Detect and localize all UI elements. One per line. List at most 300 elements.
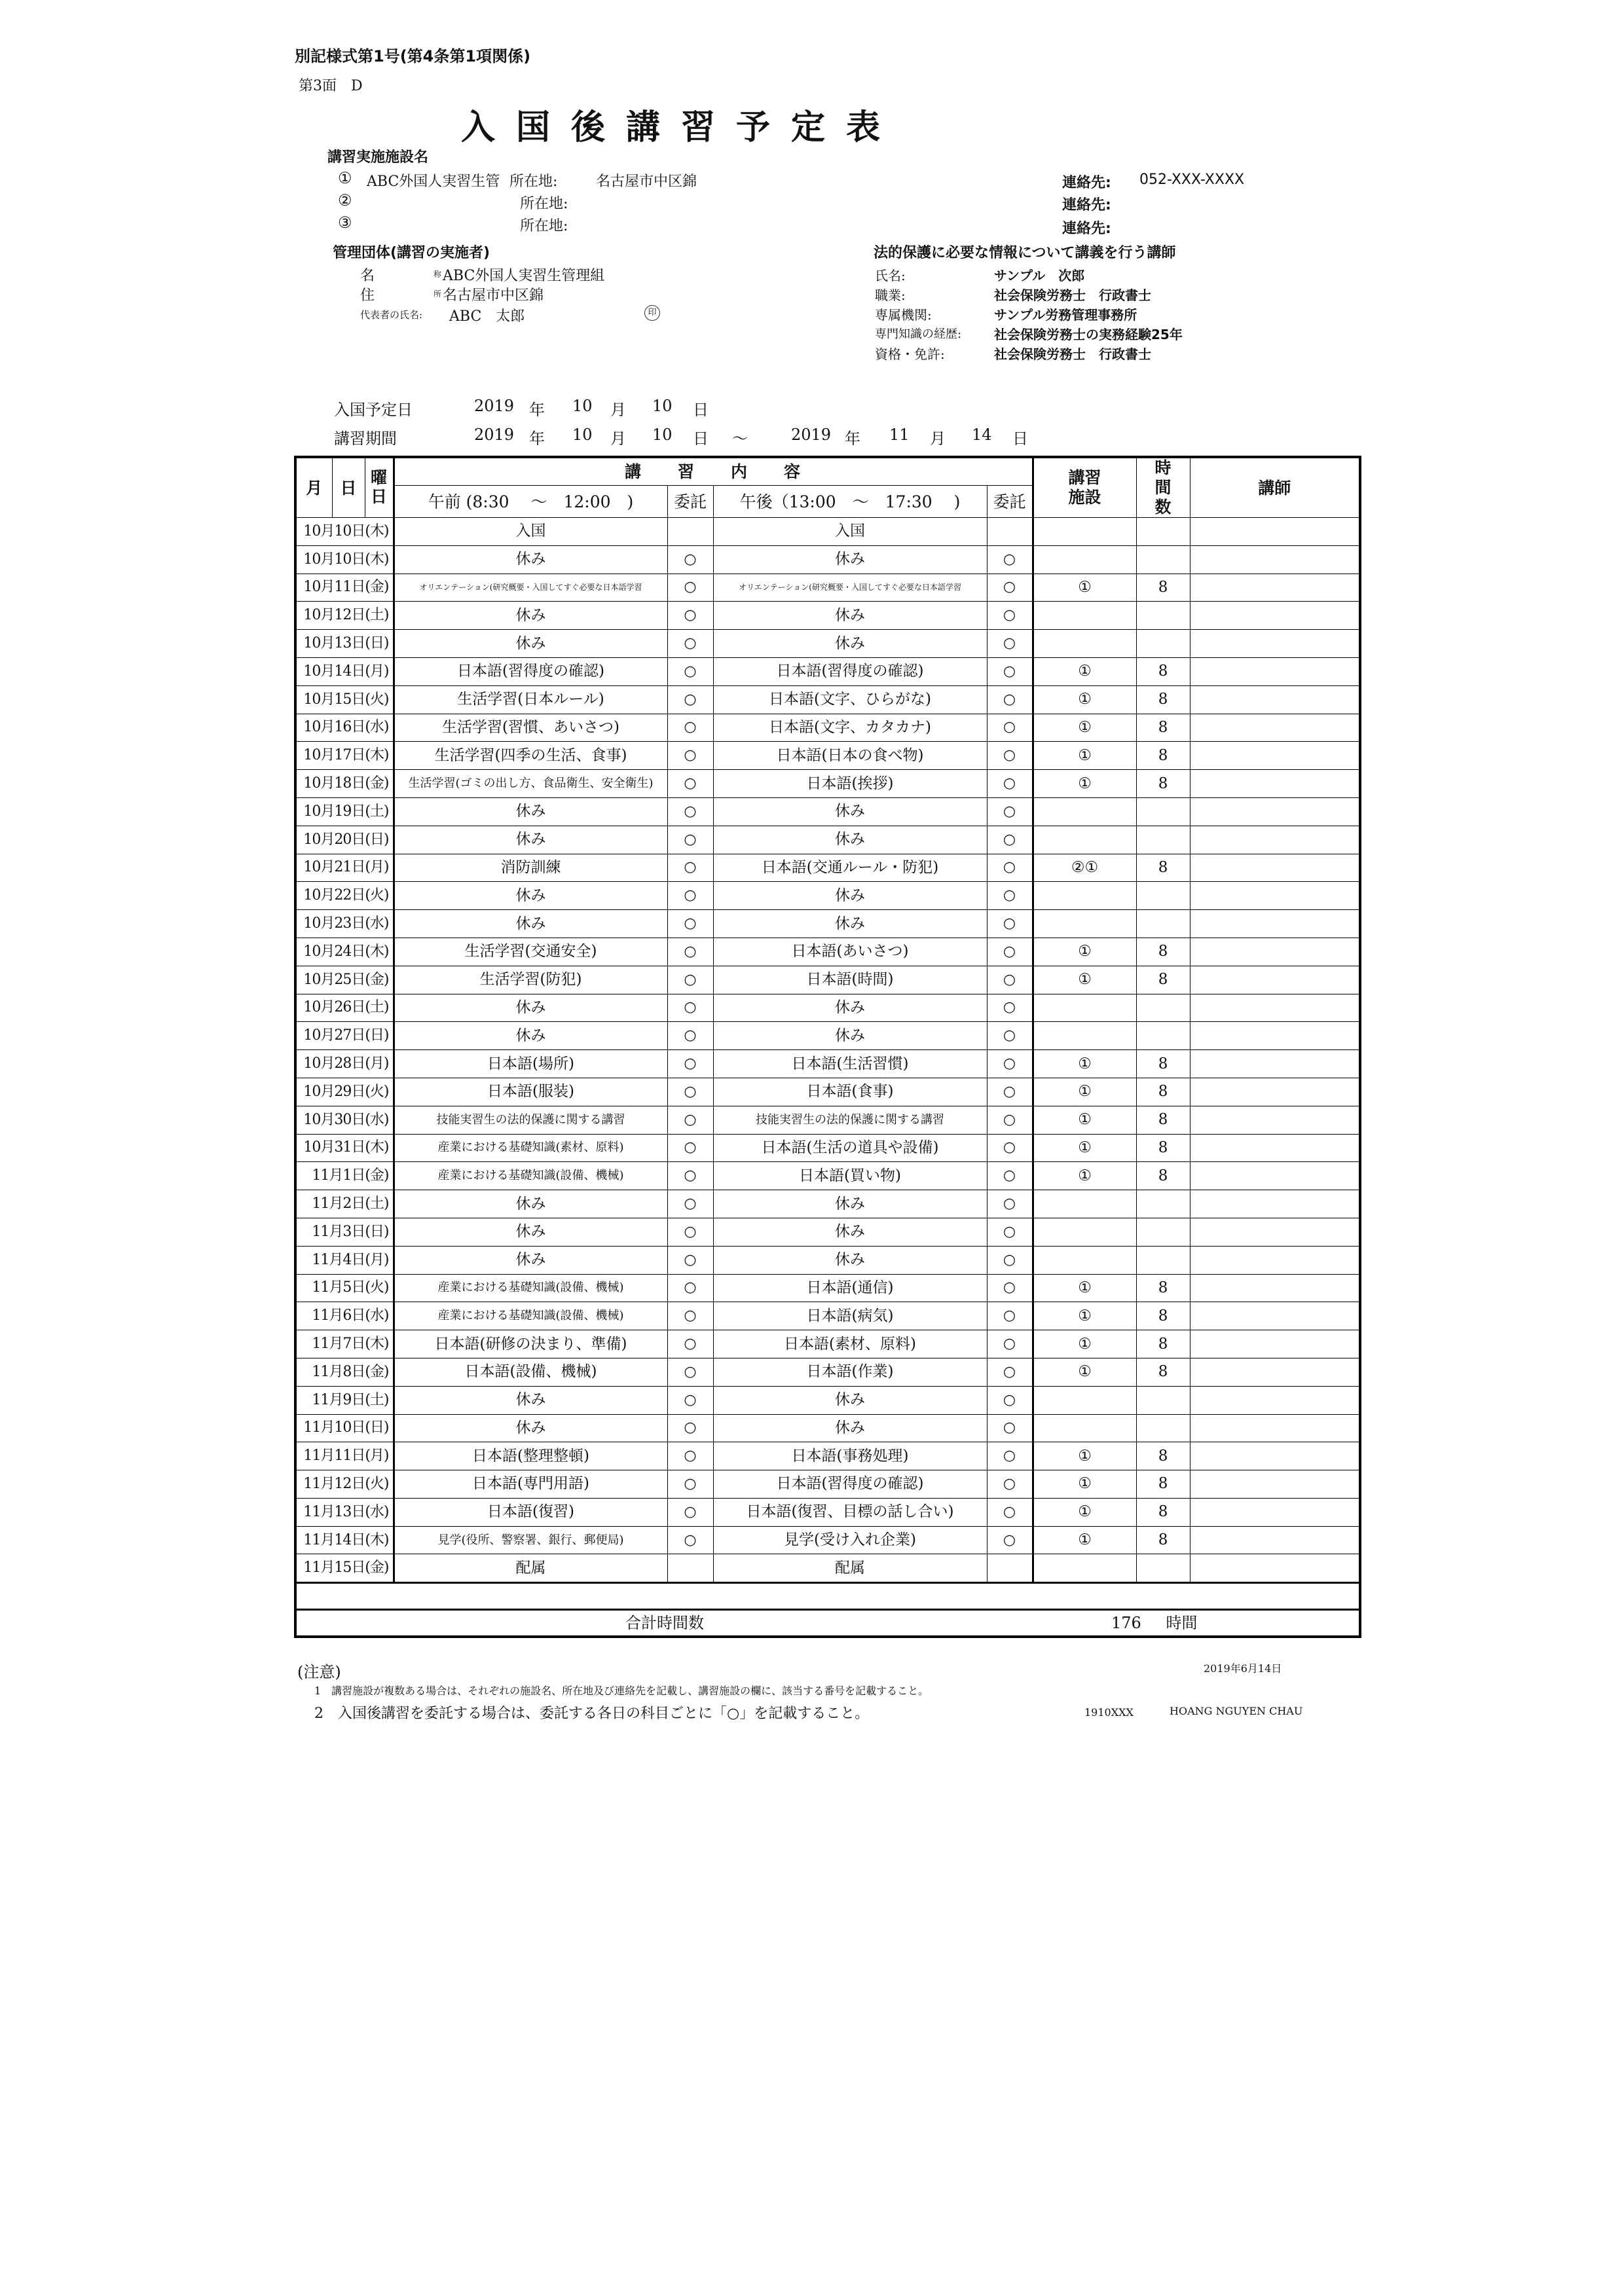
column-header-content: 講 習 内 容 — [394, 457, 1033, 486]
commission-pm-cell: ○ — [987, 910, 1033, 938]
facility-cell — [1033, 1554, 1136, 1583]
commission-pm-cell — [987, 1554, 1033, 1583]
date-cell: 10月16日(水) — [295, 714, 394, 742]
management-name-label: 名 — [360, 268, 375, 284]
applicant-name: HOANG NGUYEN CHAU — [1170, 1705, 1303, 1717]
commission-am-cell: ○ — [667, 1358, 713, 1386]
facility-cell: ① — [1033, 714, 1136, 742]
commission-am-cell: ○ — [667, 630, 713, 658]
afternoon-subject-cell: 休み — [713, 826, 987, 854]
commission-pm-cell: ○ — [987, 685, 1033, 714]
commission-pm-cell: ○ — [987, 770, 1033, 798]
commission-am-cell: ○ — [667, 1218, 713, 1246]
date-cell: 11月5日(火) — [295, 1274, 394, 1302]
date-cell: 11月2日(土) — [295, 1190, 394, 1218]
table-row — [295, 1078, 1360, 1106]
commission-pm-cell: ○ — [987, 1330, 1033, 1358]
table-row — [295, 1274, 1360, 1302]
column-header-day: 日 — [332, 457, 365, 518]
date-cell: 11月12日(火) — [295, 1470, 394, 1499]
afternoon-subject-cell: 日本語(素材、原料) — [713, 1330, 987, 1358]
table-row — [295, 1302, 1360, 1330]
date-cell: 11月1日(金) — [295, 1162, 394, 1190]
total-hours-value: 176 — [1111, 1614, 1141, 1633]
hours-cell — [1136, 1218, 1190, 1246]
morning-subject-cell: 日本語(整理整頓) — [394, 1442, 667, 1470]
table-row — [295, 714, 1360, 742]
instructor-occupation: 社会保険労務士 行政書士 — [994, 287, 1151, 303]
table-row — [295, 685, 1360, 714]
afternoon-subject-cell: 休み — [713, 1022, 987, 1050]
commission-pm-cell: ○ — [987, 826, 1033, 854]
commission-pm-cell: ○ — [987, 1190, 1033, 1218]
commission-am-cell: ○ — [667, 1106, 713, 1134]
commission-am-cell: ○ — [667, 1022, 713, 1050]
afternoon-subject-cell: 休み — [713, 1218, 987, 1246]
commission-pm-cell: ○ — [987, 657, 1033, 685]
table-row — [295, 742, 1360, 770]
afternoon-subject-cell: 休み — [713, 630, 987, 658]
commission-pm-cell: ○ — [987, 966, 1033, 994]
hours-cell: 8 — [1136, 1526, 1190, 1554]
management-name-label-small: 称 — [434, 270, 442, 279]
table-row — [295, 602, 1360, 630]
period-from-month-unit: 月 — [610, 429, 626, 448]
morning-subject-cell: 産業における基礎知識(設備、機械) — [394, 1274, 667, 1302]
hours-cell — [1136, 910, 1190, 938]
table-row — [295, 545, 1360, 574]
date-cell: 10月23日(水) — [295, 910, 394, 938]
morning-subject-cell: 休み — [394, 882, 667, 910]
table-row — [295, 1386, 1360, 1414]
morning-subject-cell: 日本語(設備、機械) — [394, 1358, 667, 1386]
commission-am-cell: ○ — [667, 1470, 713, 1499]
date-cell: 10月15日(火) — [295, 685, 394, 714]
hours-cell: 8 — [1136, 1302, 1190, 1330]
period-to-day-unit: 日 — [1012, 429, 1028, 448]
table-row — [295, 1190, 1360, 1218]
date-cell: 10月26日(土) — [295, 994, 394, 1022]
table-total-row — [295, 1610, 1360, 1637]
column-header-facility: 講習施設 — [1033, 457, 1136, 518]
table-row — [295, 854, 1360, 882]
date-cell: 10月22日(火) — [295, 882, 394, 910]
afternoon-subject-cell: 日本語(文字、ひらがな) — [713, 685, 987, 714]
hours-cell — [1136, 1190, 1190, 1218]
date-cell: 11月9日(土) — [295, 1386, 394, 1414]
morning-subject-cell: 休み — [394, 1022, 667, 1050]
facility-cell — [1033, 994, 1136, 1022]
commission-pm-cell: ○ — [987, 1134, 1033, 1162]
commission-pm-cell: ○ — [987, 797, 1033, 826]
table-row — [295, 657, 1360, 685]
morning-subject-cell: 日本語(習得度の確認) — [394, 657, 667, 685]
table-row — [295, 1526, 1360, 1554]
facility-cell: ① — [1033, 657, 1136, 685]
commission-pm-cell: ○ — [987, 602, 1033, 630]
facility-cell: ① — [1033, 1106, 1136, 1134]
commission-am-cell: ○ — [667, 1498, 713, 1526]
date-cell: 11月3日(日) — [295, 1218, 394, 1246]
facility-cell: ① — [1033, 1274, 1136, 1302]
facility-cell: ① — [1033, 1162, 1136, 1190]
hours-cell: 8 — [1136, 1470, 1190, 1499]
hours-cell — [1136, 797, 1190, 826]
morning-subject-cell: 技能実習生の法的保護に関する講習 — [394, 1106, 667, 1134]
instructor-cell — [1190, 630, 1360, 658]
hours-cell: 8 — [1136, 1106, 1190, 1134]
facility-cell: ① — [1033, 938, 1136, 966]
facility-cell — [1033, 630, 1136, 658]
instructor-qualification-label: 資格・免許: — [875, 346, 945, 362]
entry-date-month: 10 — [572, 397, 593, 415]
period-from-day: 10 — [652, 426, 673, 444]
commission-am-cell: ○ — [667, 657, 713, 685]
period-to-month-unit: 月 — [930, 429, 946, 448]
commission-pm-cell: ○ — [987, 545, 1033, 574]
management-name: ABC外国人実習生管理組 — [443, 268, 605, 284]
afternoon-subject-cell: 日本語(時間) — [713, 966, 987, 994]
commission-am-cell: ○ — [667, 1302, 713, 1330]
commission-am-cell — [667, 518, 713, 546]
table-row — [295, 910, 1360, 938]
hours-cell — [1136, 882, 1190, 910]
date-cell: 10月21日(月) — [295, 854, 394, 882]
hours-cell: 8 — [1136, 714, 1190, 742]
instructor-cell — [1190, 545, 1360, 574]
date-cell: 10月20日(日) — [295, 826, 394, 854]
commission-am-cell: ○ — [667, 910, 713, 938]
facility-1-name: ABC外国人実習生管 — [367, 173, 500, 190]
facility-1-contact: 052-XXX-XXXX — [1139, 172, 1245, 188]
note-2: 2 入国後講習を委託する場合は、委託する各日の科目ごとに「○」を記載すること。 — [314, 1705, 870, 1722]
morning-subject-cell: 生活学習(習慣、あいさつ) — [394, 714, 667, 742]
table-row — [295, 938, 1360, 966]
hours-cell: 8 — [1136, 1442, 1190, 1470]
morning-subject-cell: 生活学習(防犯) — [394, 966, 667, 994]
commission-pm-cell: ○ — [987, 882, 1033, 910]
hours-cell — [1136, 994, 1190, 1022]
management-address: 名古屋市中区錦 — [443, 287, 544, 304]
instructor-cell — [1190, 1106, 1360, 1134]
column-header-weekday: 曜日 — [365, 457, 394, 518]
hours-cell — [1136, 518, 1190, 546]
hours-cell — [1136, 1554, 1190, 1583]
table-row — [295, 770, 1360, 798]
facility-cell — [1033, 826, 1136, 854]
afternoon-subject-cell: 日本語(復習、目標の話し合い) — [713, 1498, 987, 1526]
instructor-cell — [1190, 1414, 1360, 1442]
total-hours-label: 合計時間数 — [295, 1610, 1033, 1637]
afternoon-subject-cell: 日本語(日本の食べ物) — [713, 742, 987, 770]
facility-cell: ① — [1033, 1498, 1136, 1526]
facility-cell: ① — [1033, 1078, 1136, 1106]
hours-cell: 8 — [1136, 574, 1190, 602]
instructor-affiliation: サンプル労務管理事務所 — [994, 307, 1137, 323]
instructor-cell — [1190, 1022, 1360, 1050]
facility-cell — [1033, 882, 1136, 910]
hours-cell — [1136, 1246, 1190, 1274]
afternoon-subject-cell: 日本語(事務処理) — [713, 1442, 987, 1470]
date-cell: 10月24日(木) — [295, 938, 394, 966]
commission-am-cell: ○ — [667, 574, 713, 602]
commission-am-cell: ○ — [667, 826, 713, 854]
column-header-morning: 午前 (8:30 ～ 12:00 ) — [394, 486, 667, 518]
commission-am-cell: ○ — [667, 1414, 713, 1442]
commission-pm-cell: ○ — [987, 1498, 1033, 1526]
commission-pm-cell: ○ — [987, 854, 1033, 882]
afternoon-subject-cell: 日本語(あいさつ) — [713, 938, 987, 966]
commission-am-cell: ○ — [667, 966, 713, 994]
commission-am-cell: ○ — [667, 1330, 713, 1358]
facility-1-number: ① — [338, 169, 352, 187]
commission-pm-cell: ○ — [987, 938, 1033, 966]
commission-am-cell: ○ — [667, 1190, 713, 1218]
morning-subject-cell: 見学(役所、警察署、銀行、郵便局) — [394, 1526, 667, 1554]
table-row — [295, 826, 1360, 854]
instructor-cell — [1190, 854, 1360, 882]
instructor-cell — [1190, 1218, 1360, 1246]
morning-subject-cell: 産業における基礎知識(素材、原料) — [394, 1134, 667, 1162]
table-row — [295, 1498, 1360, 1526]
commission-am-cell: ○ — [667, 770, 713, 798]
hours-cell: 8 — [1136, 1498, 1190, 1526]
facility-cell: ① — [1033, 1470, 1136, 1499]
instructor-cell — [1190, 1526, 1360, 1554]
hours-cell: 8 — [1136, 1078, 1190, 1106]
morning-subject-cell: 休み — [394, 1218, 667, 1246]
document-code: 1910XXX — [1084, 1706, 1134, 1719]
instructor-cell — [1190, 994, 1360, 1022]
afternoon-subject-cell: 休み — [713, 1414, 987, 1442]
instructor-name: サンプル 次郎 — [994, 268, 1085, 283]
notes-heading: (注意) — [297, 1663, 341, 1681]
entry-date-month-unit: 月 — [610, 401, 626, 419]
hours-cell: 8 — [1136, 742, 1190, 770]
commission-pm-cell: ○ — [987, 1386, 1033, 1414]
table-row — [295, 1246, 1360, 1274]
commission-pm-cell: ○ — [987, 1358, 1033, 1386]
date-cell: 11月14日(木) — [295, 1526, 394, 1554]
column-header-commission-pm: 委託 — [987, 486, 1033, 518]
date-cell: 10月10日(木) — [295, 545, 394, 574]
facility-cell: ① — [1033, 966, 1136, 994]
commission-pm-cell — [987, 518, 1033, 546]
morning-subject-cell: 日本語(研修の決まり、準備) — [394, 1330, 667, 1358]
table-row — [295, 574, 1360, 602]
commission-am-cell: ○ — [667, 714, 713, 742]
commission-pm-cell: ○ — [987, 630, 1033, 658]
entry-date-year-unit: 年 — [529, 401, 545, 419]
date-cell: 10月11日(金) — [295, 574, 394, 602]
representative-name: ABC 太郎 — [449, 308, 525, 325]
entry-date-day: 10 — [652, 397, 673, 415]
entry-date-label: 入国予定日 — [334, 401, 413, 419]
instructor-cell — [1190, 1330, 1360, 1358]
hours-cell — [1136, 1414, 1190, 1442]
entry-date-day-unit: 日 — [693, 401, 709, 419]
afternoon-subject-cell: 日本語(食事) — [713, 1078, 987, 1106]
page-reference: 第3面 D — [299, 78, 363, 94]
hours-cell: 8 — [1136, 1358, 1190, 1386]
note-1: 1 講習施設が複数ある場合は、それぞれの施設名、所在地及び連絡先を記載し、講習施設の欄に、該当する番号を記載すること。 — [314, 1685, 929, 1697]
facility-cell: ① — [1033, 574, 1136, 602]
instructor-cell — [1190, 882, 1360, 910]
commission-pm-cell: ○ — [987, 1302, 1033, 1330]
facility-1-address-label: 所在地: — [509, 173, 558, 190]
instructor-cell — [1190, 770, 1360, 798]
facility-cell: ① — [1033, 1330, 1136, 1358]
facility-cell: ① — [1033, 1526, 1136, 1554]
afternoon-subject-cell: 休み — [713, 910, 987, 938]
date-cell: 11月8日(金) — [295, 1358, 394, 1386]
hours-cell: 8 — [1136, 854, 1190, 882]
management-address-label: 住 — [360, 287, 375, 304]
facility-cell: ① — [1033, 1442, 1136, 1470]
commission-am-cell: ○ — [667, 1134, 713, 1162]
facility-cell: ① — [1033, 1134, 1136, 1162]
commission-am-cell: ○ — [667, 797, 713, 826]
period-to-day: 14 — [972, 426, 992, 444]
hours-cell: 8 — [1136, 1330, 1190, 1358]
instructor-cell — [1190, 1078, 1360, 1106]
morning-subject-cell: 休み — [394, 994, 667, 1022]
hours-cell: 8 — [1136, 770, 1190, 798]
hours-cell: 8 — [1136, 938, 1190, 966]
seal-mark: 印 — [644, 305, 660, 321]
morning-subject-cell: 配属 — [394, 1554, 667, 1583]
table-row — [295, 1442, 1360, 1470]
instructor-cell — [1190, 938, 1360, 966]
hours-cell: 8 — [1136, 657, 1190, 685]
period-from-month: 10 — [572, 426, 593, 444]
commission-pm-cell: ○ — [987, 1246, 1033, 1274]
afternoon-subject-cell: 日本語(病気) — [713, 1302, 987, 1330]
afternoon-subject-cell: 日本語(習得度の確認) — [713, 1470, 987, 1499]
afternoon-subject-cell: 日本語(生活の道具や設備) — [713, 1134, 987, 1162]
instructor-cell — [1190, 742, 1360, 770]
facility-cell — [1033, 1246, 1136, 1274]
afternoon-subject-cell: 技能実習生の法的保護に関する講習 — [713, 1106, 987, 1134]
facility-3-number: ③ — [338, 213, 352, 232]
facility-cell — [1033, 518, 1136, 546]
afternoon-subject-cell: 休み — [713, 882, 987, 910]
date-cell: 11月10日(日) — [295, 1414, 394, 1442]
instructor-qualification: 社会保険労務士 行政書士 — [994, 346, 1151, 362]
commission-am-cell: ○ — [667, 1050, 713, 1078]
date-cell: 10月27日(日) — [295, 1022, 394, 1050]
date-cell: 11月7日(木) — [295, 1330, 394, 1358]
period-to-year-unit: 年 — [845, 429, 860, 448]
date-cell: 10月13日(日) — [295, 630, 394, 658]
instructor-cell — [1190, 826, 1360, 854]
afternoon-subject-cell: 日本語(買い物) — [713, 1162, 987, 1190]
commission-am-cell: ○ — [667, 1386, 713, 1414]
facility-cell: ① — [1033, 1302, 1136, 1330]
commission-am-cell: ○ — [667, 742, 713, 770]
commission-pm-cell: ○ — [987, 742, 1033, 770]
commission-pm-cell: ○ — [987, 1106, 1033, 1134]
commission-am-cell: ○ — [667, 602, 713, 630]
afternoon-subject-cell: 見学(受け入れ企業) — [713, 1526, 987, 1554]
morning-subject-cell: 消防訓練 — [394, 854, 667, 882]
afternoon-subject-cell: 日本語(習得度の確認) — [713, 657, 987, 685]
afternoon-subject-cell: 日本語(生活習慣) — [713, 1050, 987, 1078]
column-header-afternoon: 午後（13:00 ～ 17:30 ) — [713, 486, 987, 518]
facility-cell — [1033, 1386, 1136, 1414]
facility-cell — [1033, 1022, 1136, 1050]
facility-cell — [1033, 602, 1136, 630]
instructor-cell — [1190, 518, 1360, 546]
afternoon-subject-cell: 日本語(通信) — [713, 1274, 987, 1302]
morning-subject-cell: 休み — [394, 545, 667, 574]
date-cell: 11月11日(月) — [295, 1442, 394, 1470]
facilities-heading: 講習実施施設名 — [327, 149, 429, 166]
commission-am-cell: ○ — [667, 685, 713, 714]
morning-subject-cell: 休み — [394, 1246, 667, 1274]
table-row — [295, 797, 1360, 826]
table-row — [295, 1106, 1360, 1134]
hours-cell — [1136, 1022, 1190, 1050]
date-cell: 10月17日(木) — [295, 742, 394, 770]
column-header-hours: 時間数 — [1136, 457, 1190, 518]
afternoon-subject-cell: 休み — [713, 994, 987, 1022]
period-tilde: ～ — [732, 429, 748, 448]
period-label: 講習期間 — [334, 429, 397, 448]
hours-cell: 8 — [1136, 1274, 1190, 1302]
period-from-year-unit: 年 — [529, 429, 545, 448]
date-cell: 10月18日(金) — [295, 770, 394, 798]
instructor-affiliation-label: 専属機関: — [875, 307, 932, 323]
afternoon-subject-cell: 休み — [713, 545, 987, 574]
schedule-table — [294, 456, 1361, 1638]
date-cell: 10月19日(土) — [295, 797, 394, 826]
table-row — [295, 1218, 1360, 1246]
period-to-year: 2019 — [791, 426, 832, 444]
facility-2-address-label: 所在地: — [520, 196, 568, 212]
instructor-cell — [1190, 1246, 1360, 1274]
table-row — [295, 882, 1360, 910]
hours-cell — [1136, 826, 1190, 854]
instructor-name-label: 氏名: — [875, 268, 906, 283]
morning-subject-cell: 生活学習(四季の生活、食事) — [394, 742, 667, 770]
table-row — [295, 994, 1360, 1022]
morning-subject-cell: 休み — [394, 1190, 667, 1218]
table-row — [295, 1414, 1360, 1442]
facility-cell — [1033, 797, 1136, 826]
commission-pm-cell: ○ — [987, 1022, 1033, 1050]
morning-subject-cell: 休み — [394, 1386, 667, 1414]
table-row — [295, 630, 1360, 658]
date-cell: 11月4日(月) — [295, 1246, 394, 1274]
column-header-month: 月 — [295, 457, 332, 518]
instructor-cell — [1190, 966, 1360, 994]
hours-cell — [1136, 602, 1190, 630]
afternoon-subject-cell: 休み — [713, 602, 987, 630]
period-to-month: 11 — [889, 426, 910, 444]
facility-cell: ① — [1033, 742, 1136, 770]
morning-subject-cell: 日本語(専門用語) — [394, 1470, 667, 1499]
hours-cell: 8 — [1136, 1050, 1190, 1078]
column-header-commission-am: 委託 — [667, 486, 713, 518]
table-row — [295, 1554, 1360, 1583]
commission-am-cell: ○ — [667, 1274, 713, 1302]
table-row — [295, 1050, 1360, 1078]
table-row — [295, 1134, 1360, 1162]
table-row — [295, 518, 1360, 546]
afternoon-subject-cell: 日本語(作業) — [713, 1358, 987, 1386]
afternoon-subject-cell: 休み — [713, 797, 987, 826]
